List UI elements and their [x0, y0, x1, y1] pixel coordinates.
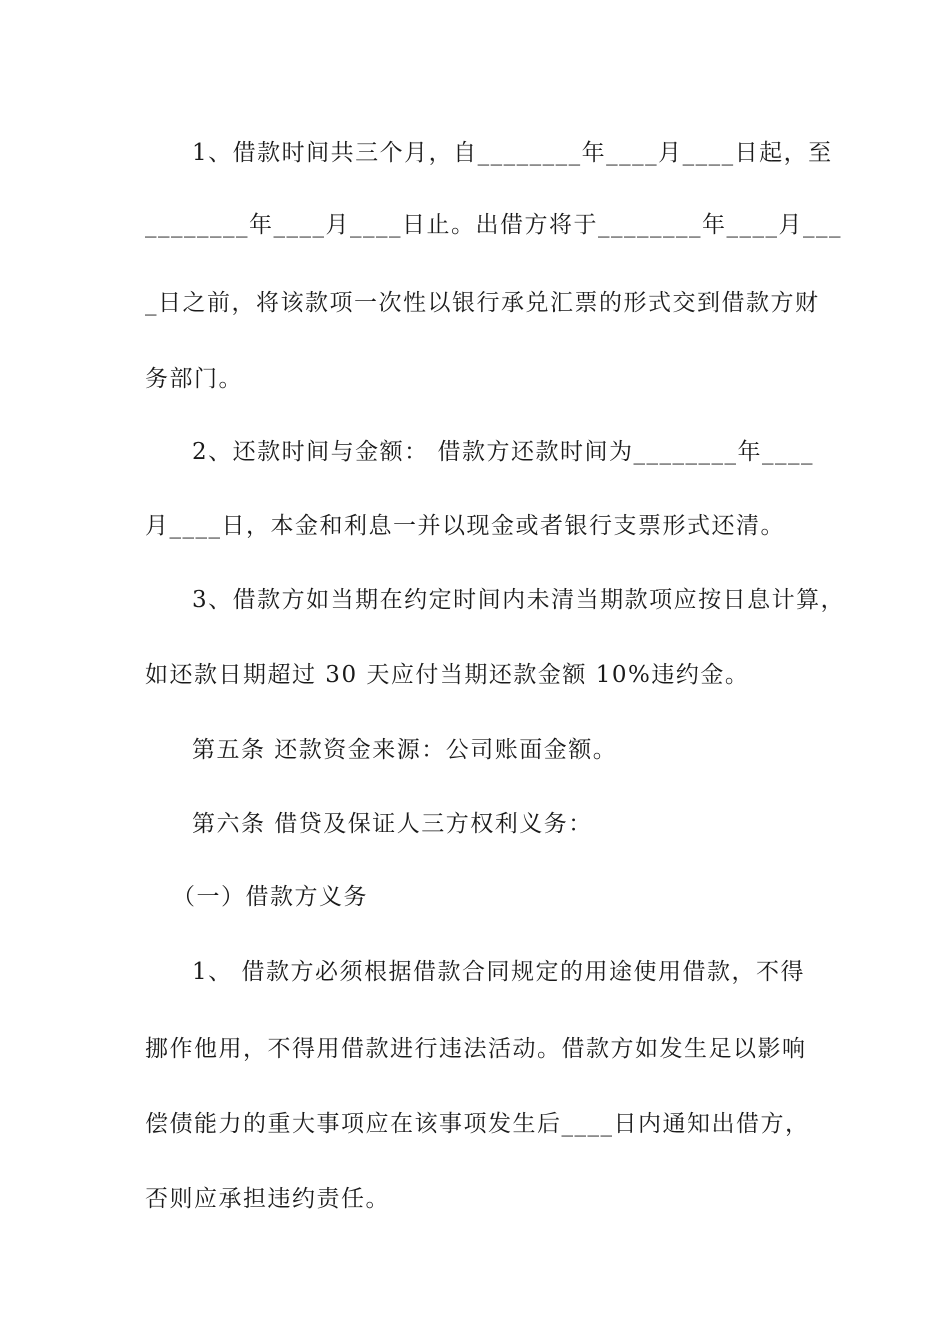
- obligation-1-line-2: 挪作他用，不得用借款进行违法活动。借款方如发生足以影响: [145, 1036, 807, 1062]
- section-borrower-obligations: （一）借款方义务: [172, 884, 368, 910]
- clause-2-line-2: 月____日，本金和利息一并以现金或者银行支票形式还清。: [145, 513, 785, 539]
- article-5-heading: 第五条 还款资金来源：公司账面金额。: [192, 737, 618, 763]
- clause-3-line-2: 如还款日期超过 30 天应付当期还款金额 10%违约金。: [145, 662, 750, 688]
- obligation-1-line-4: 否则应承担违约责任。: [145, 1186, 390, 1212]
- clause-1-line-4: 务部门。: [145, 366, 243, 392]
- clause-1-line-1: 1、借款时间共三个月，自________年____月____日起，至: [192, 140, 833, 166]
- article-6-heading: 第六条 借贷及保证人三方权利义务：: [192, 811, 593, 837]
- clause-1-line-2: ________年____月____日止。出借方将于________年____月___: [145, 212, 842, 238]
- obligation-1-line-1: 1、 借款方必须根据借款合同规定的用途使用借款，不得: [192, 959, 805, 985]
- obligation-1-line-3: 偿债能力的重大事项应在该事项发生后____日内通知出借方，: [145, 1111, 810, 1137]
- clause-1-line-3: _日之前，将该款项一次性以银行承兑汇票的形式交到借款方财: [145, 290, 820, 316]
- clause-2-line-1: 2、还款时间与金额： 借款方还款时间为________年____: [192, 439, 814, 465]
- clause-3-line-1: 3、借款方如当期在约定时间内未清当期款项应按日息计算，: [192, 587, 846, 613]
